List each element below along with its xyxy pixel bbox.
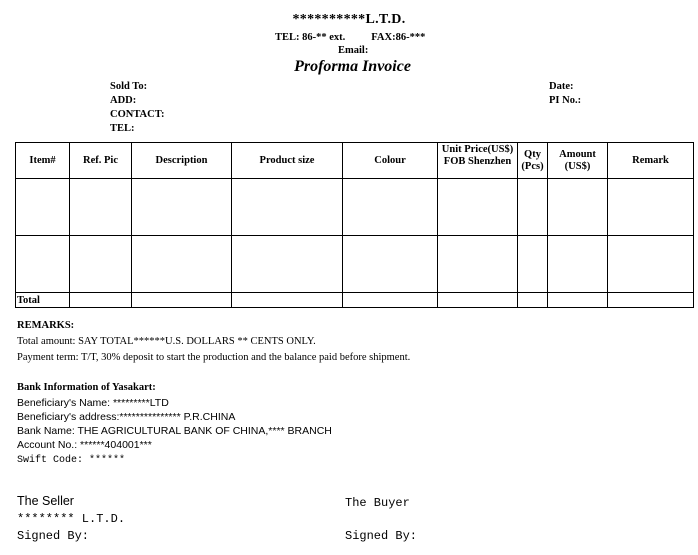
table-cell <box>16 179 70 236</box>
header-qty: Qty (Pcs) <box>518 143 548 179</box>
date-label: Date: <box>549 81 574 92</box>
table-cell <box>608 236 694 293</box>
header-colour: Colour <box>343 143 438 179</box>
table-header-row <box>16 143 694 179</box>
table-cell <box>608 179 694 236</box>
table-cell <box>132 179 232 236</box>
payment-term-text: Payment term: T/T, 30% deposit to start the production and the balance paid before shipment. <box>17 352 411 363</box>
company-fax: FAX:86-*** <box>371 32 426 43</box>
company-tel: TEL: 86-** ext. <box>275 32 346 43</box>
table-cell <box>343 293 438 308</box>
total-amount-text: Total amount: SAY TOTAL******U.S. DOLLARS ** CENTS ONLY. <box>17 336 316 347</box>
table-cell <box>438 236 518 293</box>
pi-no-label: PI No.: <box>549 95 582 106</box>
table-cell <box>70 293 132 308</box>
header-amount: Amount (US$) <box>548 143 608 179</box>
items-table <box>15 142 694 308</box>
unit-price-text: Unit Price(US$) FOB Shenzhen <box>441 144 514 167</box>
swift-code: Swift Code: ****** <box>17 455 126 466</box>
table-cell <box>518 179 548 236</box>
table-row <box>16 179 694 236</box>
header-description: Description <box>132 143 232 179</box>
sold-to-label: Sold To: <box>110 81 148 92</box>
bank-info-title: Bank Information of Yasakart: <box>17 382 156 393</box>
total-row <box>16 293 694 308</box>
bank-name: Bank Name: THE AGRICULTURAL BANK OF CHINA,**** BRANCH <box>17 425 332 437</box>
table-row <box>16 236 694 293</box>
total-label: Total <box>16 293 70 308</box>
seller-label: The Seller <box>17 494 74 508</box>
buyer-signed-by: Signed By: <box>345 529 418 543</box>
table-cell <box>232 236 343 293</box>
tel-fax-line <box>275 32 425 43</box>
header-item: Item# <box>16 143 70 179</box>
header-ref-pic: Ref. Pic <box>70 143 132 179</box>
table-cell <box>232 293 343 308</box>
company-name: **********L.T.D. <box>292 12 406 27</box>
buyer-label: The Buyer <box>345 496 410 510</box>
table-cell <box>16 236 70 293</box>
document-title: Proforma Invoice <box>294 58 411 75</box>
add-label: ADD: <box>110 95 137 106</box>
table-cell <box>518 236 548 293</box>
account-number: Account No.: ******404001*** <box>17 439 152 451</box>
table-cell <box>548 293 608 308</box>
header-product-size: Product size <box>232 143 343 179</box>
table-cell <box>548 236 608 293</box>
seller-name: ******** L.T.D. <box>17 512 126 526</box>
remarks-title: REMARKS: <box>17 320 75 331</box>
table-cell <box>343 179 438 236</box>
table-cell <box>132 236 232 293</box>
table-cell <box>343 236 438 293</box>
table-cell <box>438 179 518 236</box>
company-email: Email: <box>338 45 369 56</box>
tel-label: TEL: <box>110 123 135 134</box>
table-cell <box>232 179 343 236</box>
table-cell <box>132 293 232 308</box>
table-cell <box>438 293 518 308</box>
beneficiary-name: Beneficiary's Name: *********LTD <box>17 397 169 409</box>
table-cell <box>608 293 694 308</box>
table-cell <box>518 293 548 308</box>
table-cell <box>548 179 608 236</box>
seller-signed-by: Signed By: <box>17 529 90 543</box>
header-remark: Remark <box>608 143 694 179</box>
header-unit-price <box>438 143 518 179</box>
contact-label: CONTACT: <box>110 109 165 120</box>
table-cell <box>70 179 132 236</box>
table-cell <box>70 236 132 293</box>
beneficiary-address: Beneficiary's address:*************** P.R.CHINA <box>17 411 236 423</box>
